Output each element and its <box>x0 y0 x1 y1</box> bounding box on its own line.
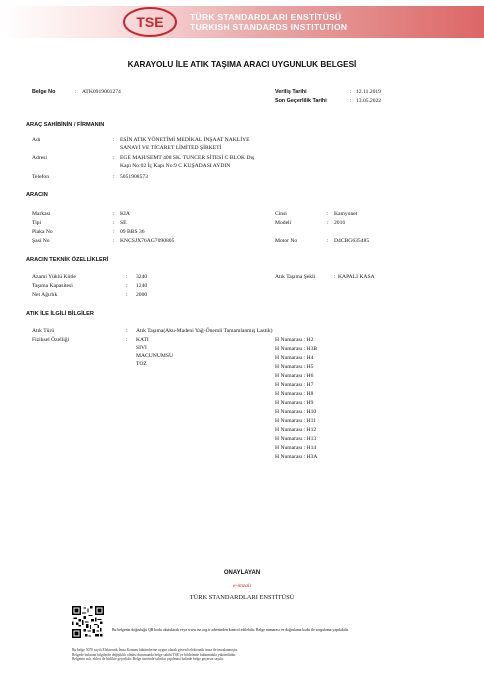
tse-logo <box>122 6 178 38</box>
owner-name-label: Adı <box>32 137 41 143</box>
qr-code[interactable] <box>72 606 104 638</box>
capacity-value: 1240 <box>136 283 148 289</box>
type-label: Tipi <box>32 220 42 226</box>
h-number: H Numarası : H14 <box>275 445 317 451</box>
h-number: H Numarası : H7 <box>275 382 314 388</box>
owner-address-line-2: Kapı No:02 İç Kapı No:9 C KUŞADASI AYDIN <box>120 163 231 169</box>
colon: : <box>113 137 115 143</box>
carry-type-label: Atık Taşıma Şekli <box>275 274 316 280</box>
plate-label: Plaka No <box>32 229 53 235</box>
max-load-label: Azami Yüklü Kütle <box>32 274 76 280</box>
colon: : <box>113 238 115 244</box>
owner-name-line-2: SANAYİ VE TİCARET LİMİTED ŞİRKETİ <box>120 145 222 151</box>
h-number: H Numarası : H3B <box>275 346 318 352</box>
e-signature: e-imzalı <box>232 583 252 589</box>
colon: : <box>113 155 115 161</box>
colon: : <box>113 211 115 217</box>
colon: : <box>126 328 128 334</box>
physical-value: MACUNUMSU <box>136 353 173 359</box>
h-number: H Numarası : H9 <box>275 400 314 406</box>
document-title: KARAYOLU İLE ATIK TAŞIMA ARACI UYGUNLUK BELGESİ <box>127 60 357 69</box>
approval-label: ONAYLAYAN <box>223 570 261 576</box>
colon: : <box>350 98 352 104</box>
physical-value: KATI <box>136 337 149 343</box>
colon: : <box>350 89 352 95</box>
max-load-value: 3240 <box>136 274 148 280</box>
carry-type-value: KAPALI KASA <box>338 274 375 280</box>
colon: : <box>327 211 329 217</box>
owner-phone-value: 5051908573 <box>120 174 148 180</box>
h-number: H Numarası : H8 <box>275 391 314 397</box>
colon: : <box>126 337 128 343</box>
institution-name-tr: TÜRK STANDARDLARI ENSTİTÜSÜ <box>190 12 342 22</box>
model-label: Modeli <box>275 220 292 226</box>
brand-label: Markası <box>32 211 51 217</box>
owner-address-line-1: EGE MAH/SEMT 408 SK. TUNCER SİTESİ C BLOK Dış <box>120 155 255 161</box>
waste-section-title: ATIK İLE İLGİLİ BİLGİLER <box>26 311 94 317</box>
model-value: 2016 <box>334 220 346 226</box>
institution-name <box>190 12 347 32</box>
issue-date-label: Veriliş Tarihi <box>275 89 307 95</box>
verification-text: Bu belgenin doğruluğu QR kodu okutularak veya www.tse.org.tr adresinden kontrol edilebilir. Belge numarası ve doğrulama kodu ile sorgulama yapılabilir. <box>112 628 349 632</box>
h-number: H Numarası : H2 <box>275 337 314 343</box>
h-number: H Numarası : H5 <box>275 364 314 370</box>
physical-label: Fiziksel Özelliği <box>32 337 70 343</box>
colon: : <box>113 220 115 226</box>
h-number: H Numarası : H12 <box>275 427 317 433</box>
physical-value: TOZ <box>136 361 147 367</box>
chassis-label: Şasi No <box>32 238 50 244</box>
physical-value: SIVI <box>136 345 147 351</box>
colon: : <box>113 229 115 235</box>
colon: : <box>126 283 128 289</box>
h-number: H Numarası : H4 <box>275 355 314 361</box>
svg-text:TSE: TSE <box>136 14 164 30</box>
net-weight-label: Net Ağırlık <box>32 292 58 298</box>
owner-name-line-1: ESİN ATIK YÖNETİMİ MEDİKAL İNŞAAT NAKLİYE <box>120 137 250 143</box>
owner-address-label: Adresi <box>32 155 47 161</box>
kind-value: Kamyonet <box>334 211 358 217</box>
colon: : <box>126 292 128 298</box>
net-weight-value: 2000 <box>136 292 148 298</box>
colon: : <box>327 220 329 226</box>
kind-label: Cinsi <box>275 211 287 217</box>
cert-no-label: Belge No <box>32 89 56 95</box>
approval-org: TÜRK STANDARDLARI ENSTİTÜSÜ <box>189 594 295 601</box>
colon: : <box>334 274 336 280</box>
owner-section-title: ARAÇ SAHİBİNİN / FİRMANIN <box>26 122 105 128</box>
footer-notes <box>72 648 452 662</box>
footer-note: Belgede bulunan bilgilerde değişiklik olması durumunda belge sahibi TSE'ye bildirimde bulunmakla yükümlüdür. <box>72 652 237 657</box>
waste-kind-label: Atık Türü <box>32 328 55 334</box>
footer-note: Bu belge 5070 sayılı Elektronik İmza Kanunu hükümlerine uygun olarak güvenli elektronik imza ile imzalanmıştır. <box>72 648 238 652</box>
institution-name-en: TURKISH STANDARDS INSTITUTION <box>190 22 348 32</box>
colon: : <box>327 238 329 244</box>
plate-value: 09 BBS 36 <box>120 229 145 235</box>
issue-date-value: 12.11.2019 <box>356 89 381 95</box>
cert-no-value: ATK0919001274 <box>82 89 121 95</box>
chassis-value: KNCSJX76AG7090805 <box>120 238 175 244</box>
h-number: H Numarası : H11 <box>275 418 316 424</box>
valid-date-value: 13.05.2022 <box>356 98 382 104</box>
engine-value: D4CBG635485 <box>334 238 370 244</box>
engine-label: Motor No <box>275 238 298 244</box>
h-number: H Numarası : H3A <box>275 454 318 460</box>
owner-phone-label: Telefon <box>32 174 50 180</box>
type-value: SE <box>120 220 127 226</box>
tech-section-title: ARACIN TEKNİK ÖZELLİKLERİ <box>26 257 109 263</box>
colon: : <box>113 174 115 180</box>
colon: : <box>126 274 128 280</box>
h-number: H Numarası : H10 <box>275 409 317 415</box>
h-number: H Numarası : H6 <box>275 373 314 379</box>
footer-note: Belgenin aslı, ekleri ile birlikte geçerlidir. Belge üzerinde tahrifat yapılması halinde belge geçersiz sayılır. <box>72 657 225 662</box>
brand-value: KIA <box>120 211 130 217</box>
capacity-label: Taşıma Kapasitesi <box>32 283 73 289</box>
h-number: H Numarası : H13 <box>275 436 317 442</box>
colon: : <box>75 89 77 95</box>
waste-kind-value: Atık Taşıma(Aku-Madeni Yağ-Önemli Tamamlanmış Lastik) <box>136 328 273 334</box>
valid-date-label: Son Geçerlilik Tarihi <box>275 98 327 104</box>
vehicle-section-title: ARACIN <box>26 192 48 198</box>
